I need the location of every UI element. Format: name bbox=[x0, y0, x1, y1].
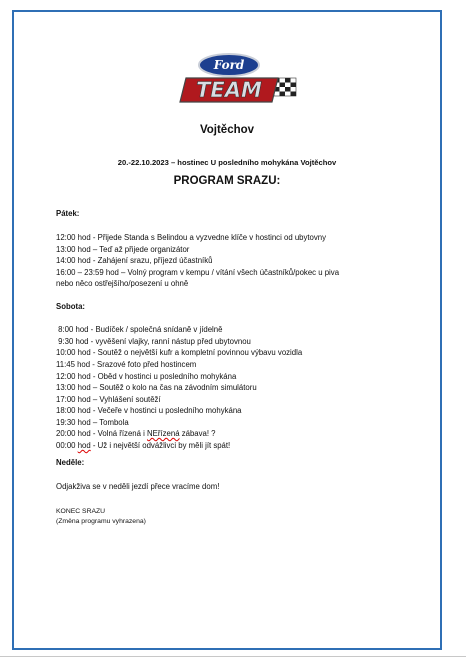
saturday-item-last bbox=[56, 440, 230, 451]
page-bottom-border bbox=[0, 656, 466, 657]
end-note: KONEC SRAZU bbox=[56, 508, 106, 515]
saturday-item: 11:45 hod - Srazové foto před hostincem bbox=[56, 360, 197, 369]
saturday-item: 8:00 hod - Budíček / společná snídaně v jídelně bbox=[56, 325, 223, 334]
spellcheck-flagged-word: NEřízená bbox=[147, 429, 180, 438]
saturday-item: 9:30 hod - vyvěšení vlajky, ranní nástup před ubytovnou bbox=[56, 337, 251, 346]
friday-item: 13:00 hod – Teď až přijede organizátor bbox=[56, 245, 190, 254]
change-note: (Změna programu vyhrazena) bbox=[56, 518, 146, 525]
text-part: 20:00 hod - Volná řízená i bbox=[56, 429, 148, 438]
document-page bbox=[12, 10, 442, 650]
saturday-item: 13:00 hod – Soutěž o kolo na čas na závodním simulátoru bbox=[56, 383, 257, 392]
friday-heading: Pátek: bbox=[56, 209, 80, 218]
town-title: Vojtěchov bbox=[199, 124, 255, 136]
ford-team-logo bbox=[174, 52, 304, 110]
saturday-item: 19:30 hod – Tombola bbox=[56, 418, 129, 427]
friday-item: 12:00 hod - Přijede Standa s Belindou a vyzvedne klíče v hostinci od ubytovny bbox=[56, 233, 327, 242]
sunday-heading: Neděle: bbox=[56, 458, 85, 467]
saturday-item-free-fun bbox=[56, 428, 216, 439]
friday-item: 16:00 – 23:59 hod – Volný program v kempu / vítání všech účastníků/pokec u piva bbox=[56, 268, 340, 277]
program-title: PROGRAM SRAZU: bbox=[173, 175, 281, 187]
text-part: - Už i největší odvážlivci by měli jít spát! bbox=[90, 441, 231, 450]
saturday-item: 10:00 hod - Soutěž o největší kufr a kompletní povinnou výbavu vozidla bbox=[56, 348, 303, 357]
saturday-item: 18:00 hod - Večeře v hostinci u posledního mohykána bbox=[56, 406, 242, 415]
spellcheck-flagged-word: hod bbox=[77, 441, 91, 450]
friday-item: nebo něco ostřejšího/posezení u ohně bbox=[56, 279, 189, 288]
saturday-item: 12:00 hod - Oběd v hostinci u posledního mohykána bbox=[56, 372, 237, 381]
logo-bottom-text: TEAM bbox=[196, 78, 262, 102]
saturday-item: 17:00 hod – Vyhlášení soutěží bbox=[56, 395, 161, 404]
text-part: zábava! ? bbox=[179, 429, 216, 438]
saturday-heading: Sobota: bbox=[56, 302, 86, 311]
event-date-venue: 20.-22.10.2023 – hostinec U posledního mohykána Vojtěchov bbox=[117, 158, 337, 167]
friday-item: 14:00 hod - Zahájení srazu, příjezd účastníků bbox=[56, 256, 213, 265]
logo-top-text: Ford bbox=[213, 58, 245, 72]
text-part: 00:00 bbox=[56, 441, 78, 450]
sunday-text: Odjakživa se v neděli jezdí přece vracíme dom! bbox=[56, 482, 220, 491]
